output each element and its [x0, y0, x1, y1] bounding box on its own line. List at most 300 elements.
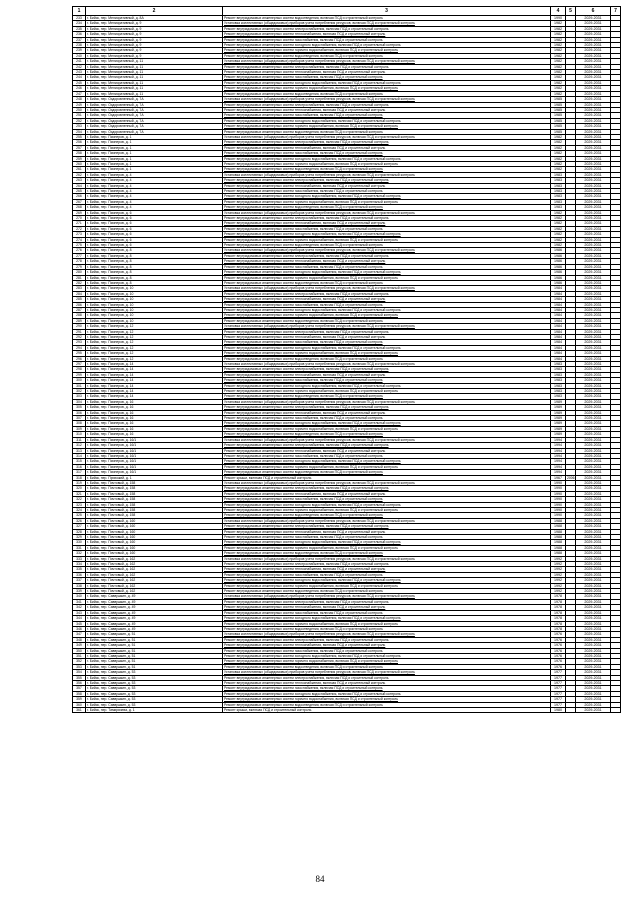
work-type-cell: Установка коллективных (общедомовых) приборов учета потребления ресурсов, включая ПСД и строительный контроль [223, 362, 551, 367]
year-built-cell: 1982 [551, 26, 566, 31]
address-cell: г. Бийск, пер. Почтовый, д. 162 [86, 567, 223, 572]
address-cell: г. Бийск, пер. Пионеров, д. 1 [86, 167, 223, 172]
row-number: 343 [73, 610, 86, 615]
address-cell: г. Бийск, пер. Пионеров, д. 1 [86, 161, 223, 166]
year-built-cell: 1994 [551, 437, 566, 442]
planned-period-cell: 2029-2031 [576, 26, 611, 31]
year-built-cell: 1978 [551, 594, 566, 599]
row-number: 321 [73, 491, 86, 496]
row-number: 262 [73, 172, 86, 177]
year-built-cell: 1983 [551, 362, 566, 367]
address-cell: г. Бийск, пер. Саввушкин, д. 51 [86, 664, 223, 669]
work-type-cell: Ремонт внутридомовых инженерных систем водоотведения, включая ПСД и строительный контроль [223, 551, 551, 556]
planned-period-cell: 2029-2031 [576, 578, 611, 583]
planned-period-cell: 2029-2031 [576, 97, 611, 102]
row-number: 305 [73, 405, 86, 410]
address-cell: г. Бийск, пер. Пионеров, д. 6 [86, 210, 223, 215]
row-number: 313 [73, 448, 86, 453]
year-built-cell: 1982 [551, 221, 566, 226]
work-type-cell: Ремонт внутридомовых инженерных систем холодного водоснабжения, включая ПСД и строительный контроль [223, 307, 551, 312]
address-cell: г. Бийск, пер. Пионеров, д. 16 [86, 432, 223, 437]
planned-period-cell: 2029-2031 [576, 524, 611, 529]
work-type-cell: Ремонт внутридомовых инженерных систем водоотведения, включая ПСД и строительный контроль [223, 53, 551, 58]
row-number: 345 [73, 621, 86, 626]
extra-cell [611, 708, 621, 713]
address-cell: г. Бийск, пер. Пионеров, д. 12 [86, 340, 223, 345]
row-number: 336 [73, 572, 86, 577]
planned-period-cell: 2029-2031 [576, 470, 611, 475]
address-cell: г. Бийск, пер. Пионеров, д. 14 [86, 362, 223, 367]
planned-period-cell: 2029-2031 [576, 118, 611, 123]
address-cell: г. Бийск, пер. Почтовый, д. 158 [86, 507, 223, 512]
address-cell: г. Бийск, пер. Почтовый, д. 158 [86, 502, 223, 507]
work-type-cell: Ремонт внутридомовых инженерных систем холодного водоснабжения, включая ПСД и строительный контроль [223, 270, 551, 275]
year-built-cell: 1989 [551, 421, 566, 426]
planned-period-cell: 2029-2031 [576, 216, 611, 221]
planned-period-cell: 2029-2031 [576, 324, 611, 329]
row-number: 285 [73, 297, 86, 302]
year-built-cell: 1984 [551, 313, 566, 318]
year-built-cell: 1985 [551, 113, 566, 118]
address-cell: г. Бийск, пер. Пионеров, д. 16/1 [86, 459, 223, 464]
row-number: 237 [73, 37, 86, 42]
address-cell: г. Бийск, пер. Мелиоративный, д. 11 [86, 70, 223, 75]
planned-period-cell: 2029-2031 [576, 329, 611, 334]
row-number: 266 [73, 194, 86, 199]
planned-period-cell: 2029-2031 [576, 32, 611, 37]
year-built-cell: 1989 [551, 416, 566, 421]
year-built-cell: 1994 [551, 443, 566, 448]
work-type-cell: Ремонт внутридомовых инженерных систем горячего водоснабжения, включая ПСД и строительный контроль [223, 48, 551, 53]
address-cell: г. Бийск, пер. Почтовый, д. 160 [86, 518, 223, 523]
row-number: 341 [73, 599, 86, 604]
year-built-cell: 1977 [551, 670, 566, 675]
planned-period-cell: 2029-2031 [576, 443, 611, 448]
planned-period-cell: 2029-2031 [576, 129, 611, 134]
work-type-cell: Ремонт внутридомовых инженерных систем горячего водоснабжения, включая ПСД и строительный контроль [223, 161, 551, 166]
planned-period-cell: 2029-2031 [576, 616, 611, 621]
year-built-cell: 1992 [551, 578, 566, 583]
year-built-cell: 1992 [551, 556, 566, 561]
planned-period-cell: 2029-2031 [576, 134, 611, 139]
work-type-cell: Установка коллективных (общедомовых) приборов учета потребления ресурсов, включая ПСД и строительный контроль [223, 437, 551, 442]
row-number: 347 [73, 632, 86, 637]
address-cell: г. Бийск, пер. Пионеров, д. 16 [86, 416, 223, 421]
work-type-cell: Ремонт внутридомовых инженерных систем газоснабжения, включая ПСД и строительный контроль [223, 75, 551, 80]
planned-period-cell: 2029-2031 [576, 708, 611, 713]
year-built-cell: 1978 [551, 599, 566, 604]
year-built-cell: 1990 [551, 513, 566, 518]
year-built-cell: 1982 [551, 140, 566, 145]
work-type-cell: Ремонт внутридомовых инженерных систем водоотведения, включая ПСД и строительный контроль [223, 664, 551, 669]
year-built-cell: 1988 [551, 540, 566, 545]
row-number: 291 [73, 329, 86, 334]
row-number: 292 [73, 334, 86, 339]
address-cell: г. Бийск, пер. Почтовый, д. 162 [86, 562, 223, 567]
address-cell: г. Бийск, пер. Саввушкин, д. 53 [86, 691, 223, 696]
address-cell: г. Бийск, пер. Саввушкин, д. 49 [86, 626, 223, 631]
work-type-cell: Ремонт внутридомовых инженерных систем газоснабжения, включая ПСД и строительный контроль [223, 610, 551, 615]
year-built-cell: 1983 [551, 178, 566, 183]
work-type-cell: Установка коллективных (общедомовых) приборов учета потребления ресурсов, включая ПСД и строительный контроль [223, 210, 551, 215]
address-cell: г. Бийск, пер. Саввушкин, д. 49 [86, 610, 223, 615]
row-number: 246 [73, 86, 86, 91]
address-cell: г. Бийск, пер. Пионеров, д. 1 [86, 145, 223, 150]
planned-period-cell: 2029-2031 [576, 167, 611, 172]
table-row [73, 708, 621, 713]
work-type-cell: Ремонт внутридомовых инженерных систем газоснабжения, включая ПСД и строительный контроль [223, 302, 551, 307]
row-number: 256 [73, 140, 86, 145]
work-type-cell: Ремонт внутридомовых инженерных систем горячего водоснабжения, включая ПСД и строительный контроль [223, 86, 551, 91]
year-built-cell: 1982 [551, 237, 566, 242]
year-built-cell: 1982 [551, 216, 566, 221]
work-type-cell: Ремонт крыши, включая ПСД и строительный контроль [223, 475, 551, 480]
year-built-cell: 1984 [551, 334, 566, 339]
work-type-cell: Ремонт внутридомовых инженерных систем водоотведения, включая ПСД и строительный контроль [223, 626, 551, 631]
planned-period-cell: 2029-2031 [576, 334, 611, 339]
planned-period-cell: 2029-2031 [576, 259, 611, 264]
planned-period-cell: 2029-2031 [576, 572, 611, 577]
work-type-cell: Ремонт внутридомовых инженерных систем холодного водоснабжения, включая ПСД и строительный контроль [223, 383, 551, 388]
address-cell: г. Бийск, пер. Пионеров, д. 4 [86, 183, 223, 188]
address-cell: г. Бийск, пер. Почтовый, д. 162 [86, 578, 223, 583]
year-built-cell: 1982 [551, 226, 566, 231]
year-built-cell: 1984 [551, 307, 566, 312]
work-type-cell: Ремонт внутридомовых инженерных систем газоснабжения, включая ПСД и строительный контроль [223, 113, 551, 118]
work-type-cell: Установка коллективных (общедомовых) приборов учета потребления ресурсов, включая ПСД и строительный контроль [223, 518, 551, 523]
address-cell: г. Бийск, пер. Саввушкин, д. 51 [86, 653, 223, 658]
row-number: 359 [73, 697, 86, 702]
planned-period-cell: 2029-2031 [576, 686, 611, 691]
address-cell: г. Бийск, пер. Почтовый, д. 158 [86, 497, 223, 502]
row-number: 299 [73, 372, 86, 377]
year-built-cell: 1984 [551, 329, 566, 334]
planned-period-cell: 2029-2031 [576, 367, 611, 372]
work-type-cell: Установка коллективных (общедомовых) приборов учета потребления ресурсов, включая ПСД и строительный контроль [223, 399, 551, 404]
year-built-cell: 1978 [551, 605, 566, 610]
work-type-cell: Ремонт внутридомовых инженерных систем газоснабжения, включая ПСД и строительный контроль [223, 648, 551, 653]
row-number: 320 [73, 486, 86, 491]
planned-period-cell: 2029-2031 [576, 91, 611, 96]
address-cell: г. Бийск, пер. Оздоровленный, д. 7А [86, 124, 223, 129]
work-type-cell: Ремонт внутридомовых инженерных систем теплоснабжения, включая ПСД и строительный контроль [223, 491, 551, 496]
year-built-cell: 1982 [551, 145, 566, 150]
year-built-cell: 1977 [551, 691, 566, 696]
row-number: 277 [73, 253, 86, 258]
year-built-cell: 1982 [551, 59, 566, 64]
address-cell: г. Бийск, пер. Саввушкин, д. 51 [86, 648, 223, 653]
row-number: 328 [73, 529, 86, 534]
planned-period-cell: 2029-2031 [576, 183, 611, 188]
year-built-cell: 1983 [551, 367, 566, 372]
planned-period-cell: 2029-2031 [576, 605, 611, 610]
planned-period-cell: 2029-2031 [576, 551, 611, 556]
planned-period-cell: 2029-2031 [576, 680, 611, 685]
row-number: 344 [73, 616, 86, 621]
column-numbers-row [73, 7, 621, 16]
row-number: 310 [73, 432, 86, 437]
year-built-cell: 1988 [551, 518, 566, 523]
row-number: 350 [73, 648, 86, 653]
row-number: 269 [73, 210, 86, 215]
header-col-2: 2 [86, 7, 223, 16]
row-number: 298 [73, 367, 86, 372]
row-number: 264 [73, 183, 86, 188]
year-built-cell: 1986 [551, 275, 566, 280]
address-cell: г. Бийск, пер. Пионеров, д. 14 [86, 389, 223, 394]
work-type-cell: Ремонт внутридомовых инженерных систем электроснабжения, включая ПСД и строительный контроль [223, 562, 551, 567]
year-built-cell: 1976 [551, 659, 566, 664]
year-built-cell: 1992 [551, 567, 566, 572]
planned-period-cell: 2029-2031 [576, 53, 611, 58]
planned-period-cell: 2029-2031 [576, 594, 611, 599]
year-built-cell: 1976 [551, 664, 566, 669]
work-type-cell: Ремонт внутридомовых инженерных систем холодного водоснабжения, включая ПСД и строительный контроль [223, 156, 551, 161]
year-built-cell: 1982 [551, 232, 566, 237]
row-number: 263 [73, 178, 86, 183]
work-type-cell: Ремонт внутридомовых инженерных систем горячего водоснабжения, включая ПСД и строительный контроль [223, 697, 551, 702]
row-number: 355 [73, 675, 86, 680]
year-built-cell: 1983 [551, 194, 566, 199]
planned-period-cell: 2029-2031 [576, 270, 611, 275]
work-type-cell: Ремонт внутридомовых инженерных систем газоснабжения, включая ПСД и строительный контроль [223, 189, 551, 194]
work-type-cell: Ремонт внутридомовых инженерных систем теплоснабжения, включая ПСД и строительный контроль [223, 567, 551, 572]
work-type-cell: Ремонт внутридомовых инженерных систем водоотведения, включая ПСД и строительный контроль [223, 205, 551, 210]
planned-period-cell: 2029-2031 [576, 491, 611, 496]
address-cell: г. Бийск, пер. Пионеров, д. 12 [86, 334, 223, 339]
address-cell: г. Бийск, пер. Саввушкин, д. 53 [86, 680, 223, 685]
row-number: 250 [73, 107, 86, 112]
row-number: 331 [73, 545, 86, 550]
work-type-cell: Ремонт внутридомовых инженерных систем горячего водоснабжения, включая ПСД и строительный контроль [223, 313, 551, 318]
address-cell: г. Бийск, пер. Саввушкин, д. 53 [86, 702, 223, 707]
address-cell: г. Бийск, пер. Почтовый, д. 162 [86, 589, 223, 594]
address-cell: г. Бийск, пер. Пионеров, д. 1 [86, 156, 223, 161]
work-type-cell: Ремонт внутридомовых инженерных систем горячего водоснабжения, включая ПСД и строительный контроль [223, 351, 551, 356]
year-built-cell: 1984 [551, 318, 566, 323]
planned-period-cell: 2029-2031 [576, 307, 611, 312]
year-built-cell: 1984 [551, 286, 566, 291]
work-type-cell: Ремонт внутридомовых инженерных систем теплоснабжения, включая ПСД и строительный контроль [223, 448, 551, 453]
work-type-cell: Установка коллективных (общедомовых) приборов учета потребления ресурсов, включая ПСД и строительный контроль [223, 134, 551, 139]
row-number: 357 [73, 686, 86, 691]
address-cell: г. Бийск, пер. Пионеров, д. 6 [86, 221, 223, 226]
address-cell: г. Бийск, пер. Пионеров, д. 12 [86, 329, 223, 334]
row-number: 296 [73, 356, 86, 361]
row-number: 360 [73, 702, 86, 707]
row-number: 259 [73, 156, 86, 161]
work-type-cell: Ремонт внутридомовых инженерных систем горячего водоснабжения, включая ПСД и строительный контроль [223, 389, 551, 394]
row-number: 293 [73, 340, 86, 345]
work-type-cell: Ремонт внутридомовых инженерных систем электроснабжения, включая ПСД и строительный контроль [223, 486, 551, 491]
address-cell: г. Бийск, пер. Почтовый, д. 162 [86, 583, 223, 588]
planned-period-cell: 2029-2031 [576, 178, 611, 183]
address-cell: г. Бийск, пер. Почтовый, д. 158 [86, 480, 223, 485]
planned-period-cell: 2029-2031 [576, 318, 611, 323]
planned-period-cell: 2029-2031 [576, 637, 611, 642]
row-number: 354 [73, 670, 86, 675]
planned-period-cell: 2029-2031 [576, 189, 611, 194]
row-number: 284 [73, 291, 86, 296]
planned-period-cell: 2029-2031 [576, 253, 611, 258]
row-number: 348 [73, 637, 86, 642]
year-built-cell: 1982 [551, 48, 566, 53]
address-cell: г. Бийск, пер. Мелиоративный, д. 9 [86, 21, 223, 26]
year-built-cell: 1985 [551, 118, 566, 123]
planned-period-cell: 2029-2031 [576, 540, 611, 545]
work-type-cell: Ремонт внутридомовых инженерных систем теплоснабжения, включая ПСД и строительный контроль [223, 680, 551, 685]
address-cell: г. Бийск, пер. Пионеров, д. 4 [86, 178, 223, 183]
year-built-cell: 1982 [551, 70, 566, 75]
work-type-cell: Ремонт внутридомовых инженерных систем электроснабжения, включая ПСД и строительный контроль [223, 216, 551, 221]
work-type-cell: Ремонт внутридомовых инженерных систем водоотведения, включая ПСД и строительный контроль [223, 470, 551, 475]
work-type-cell: Ремонт внутридомовых инженерных систем электроснабжения, включая ПСД и строительный контроль [223, 637, 551, 642]
year-built-cell: 1984 [551, 297, 566, 302]
works-register-table [72, 6, 621, 713]
address-cell: г. Бийск, пер. Пионеров, д. 16/1 [86, 464, 223, 469]
row-number: 314 [73, 453, 86, 458]
year-built-cell: 1994 [551, 448, 566, 453]
row-number: 326 [73, 518, 86, 523]
row-number: 335 [73, 567, 86, 572]
row-number: 339 [73, 589, 86, 594]
address-cell: г. Бийск, пер. Почтовый, д. 160 [86, 535, 223, 540]
row-number: 239 [73, 48, 86, 53]
row-number: 346 [73, 626, 86, 631]
row-number: 279 [73, 264, 86, 269]
planned-period-cell: 2029-2031 [576, 626, 611, 631]
address-cell: г. Бийск, пер. Саввушкин, д. 49 [86, 605, 223, 610]
work-type-cell: Установка коллективных (общедомовых) приборов учета потребления ресурсов, включая ПСД и строительный контроль [223, 480, 551, 485]
planned-period-cell: 2029-2031 [576, 453, 611, 458]
year-built-cell: 1982 [551, 43, 566, 48]
planned-period-cell: 2029-2031 [576, 205, 611, 210]
work-type-cell: Ремонт внутридомовых инженерных систем холодного водоснабжения, включая ПСД и строительный контроль [223, 502, 551, 507]
year-built-cell: 1989 [551, 432, 566, 437]
year-built-cell: 1985 [551, 97, 566, 102]
year-built-cell: 1994 [551, 459, 566, 464]
year-built-cell: 1982 [551, 64, 566, 69]
year-built-cell: 1977 [551, 702, 566, 707]
year-built-cell: 1988 [551, 524, 566, 529]
year-built-cell: 1989 [551, 399, 566, 404]
address-cell: г. Бийск, пер. Пионеров, д. 16/1 [86, 443, 223, 448]
row-number: 274 [73, 237, 86, 242]
planned-period-cell: 2029-2031 [576, 356, 611, 361]
work-type-cell: Ремонт внутридомовых инженерных систем холодного водоснабжения, включая ПСД и строительный контроль [223, 421, 551, 426]
year-built-cell: 1985 [551, 102, 566, 107]
year-built-cell: 1990 [551, 507, 566, 512]
row-number: 308 [73, 421, 86, 426]
address-cell: г. Бийск, пер. Пионеров, д. 6 [86, 226, 223, 231]
row-number: 338 [73, 583, 86, 588]
work-type-cell: Ремонт внутридомовых инженерных систем теплоснабжения, включая ПСД и строительный контроль [223, 183, 551, 188]
address-cell: г. Бийск, пер. Пионеров, д. 16/1 [86, 453, 223, 458]
address-cell: г. Бийск, пер. Оздоровленный, д. 7А [86, 113, 223, 118]
row-number: 257 [73, 145, 86, 150]
row-number: 248 [73, 97, 86, 102]
work-type-cell: Ремонт внутридомовых инженерных систем теплоснабжения, включая ПСД и строительный контроль [223, 145, 551, 150]
address-cell: г. Бийск, пер. Пионеров, д. 8 [86, 253, 223, 258]
year-built-cell: 1988 [551, 545, 566, 550]
year-built-cell: 1982 [551, 86, 566, 91]
address-cell: г. Бийск, пер. Мелиоративный, д. 9 [86, 48, 223, 53]
year-built-cell: 1976 [551, 632, 566, 637]
work-type-cell: Ремонт внутридомовых инженерных систем холодного водоснабжения, включая ПСД и строительный контроль [223, 43, 551, 48]
address-cell: г. Бийск, пер. Мелиоративный, д. 11 [86, 91, 223, 96]
year-built-cell: 1983 [551, 199, 566, 204]
year-built-cell: 1977 [551, 675, 566, 680]
address-cell: г. Бийск, пер. Пионеров, д. 10 [86, 307, 223, 312]
address-cell: г. Бийск, пер. Пионеров, д. 4 [86, 172, 223, 177]
year-built-cell: 1984 [551, 291, 566, 296]
work-type-cell: Ремонт внутридомовых инженерных систем электроснабжения, включая ПСД и строительный контроль [223, 599, 551, 604]
address-cell: г. Бийск, пер. Пионеров, д. 10 [86, 302, 223, 307]
address-cell: г. Бийск, пер. Почтовый, д. 160 [86, 540, 223, 545]
planned-period-cell: 2029-2031 [576, 529, 611, 534]
planned-period-cell: 2029-2031 [576, 140, 611, 145]
address-cell: г. Бийск, пер. Мелиоративный, д. 11 [86, 59, 223, 64]
planned-period-cell: 2029-2031 [576, 643, 611, 648]
planned-period-cell: 2029-2031 [576, 113, 611, 118]
row-number: 358 [73, 691, 86, 696]
planned-period-cell: 2029-2031 [576, 648, 611, 653]
planned-period-cell: 2029-2031 [576, 21, 611, 26]
year-built-cell: 1989 [551, 405, 566, 410]
row-number: 317 [73, 470, 86, 475]
last-repair-cell [566, 708, 576, 713]
address-cell: г. Бийск, пер. Пионеров, д. 8 [86, 248, 223, 253]
work-type-cell: Установка коллективных (общедомовых) приборов учета потребления ресурсов, включая ПСД и строительный контроль [223, 670, 551, 675]
year-built-cell: 1986 [551, 259, 566, 264]
row-number: 271 [73, 221, 86, 226]
year-built-cell: 1978 [551, 610, 566, 615]
row-number: 318 [73, 475, 86, 480]
planned-period-cell: 2029-2031 [576, 248, 611, 253]
year-built-cell: 1992 [551, 589, 566, 594]
address-cell: г. Бийск, пер. Пионеров, д. 6 [86, 243, 223, 248]
work-type-cell: Ремонт внутридомовых инженерных систем водоотведения, включая ПСД и строительный контроль [223, 589, 551, 594]
year-built-cell: 1986 [551, 270, 566, 275]
work-type-cell: Установка коллективных (общедомовых) приборов учета потребления ресурсов, включая ПСД и строительный контроль [223, 286, 551, 291]
row-number: 249 [73, 102, 86, 107]
row-number: 290 [73, 324, 86, 329]
address-cell: г. Бийск, пер. Пионеров, д. 10 [86, 286, 223, 291]
row-number: 240 [73, 53, 86, 58]
work-type-cell: Ремонт внутридомовых инженерных систем холодного водоснабжения, включая ПСД и строительный контроль [223, 194, 551, 199]
row-number: 316 [73, 464, 86, 469]
work-type-cell: Установка коллективных (общедомовых) приборов учета потребления ресурсов, включая ПСД и строительный контроль [223, 594, 551, 599]
row-number: 342 [73, 605, 86, 610]
row-number: 294 [73, 345, 86, 350]
work-type-cell: Ремонт внутридомовых инженерных систем газоснабжения, включая ПСД и строительный контроль [223, 686, 551, 691]
work-type-cell: Ремонт внутридомовых инженерных систем электроснабжения, включая ПСД и строительный контроль [223, 64, 551, 69]
row-number: 332 [73, 551, 86, 556]
address-cell: г. Бийск, пер. Мелиоративный, д. 11 [86, 64, 223, 69]
work-type-cell: Ремонт внутридомовых инженерных систем теплоснабжения, включая ПСД и строительный контроль [223, 259, 551, 264]
planned-period-cell: 2029-2031 [576, 567, 611, 572]
address-cell: г. Бийск, пер. Саввушкин, д. 51 [86, 637, 223, 642]
planned-period-cell: 2029-2031 [576, 562, 611, 567]
row-number: 361 [73, 708, 86, 713]
row-number: 306 [73, 410, 86, 415]
row-number: 289 [73, 318, 86, 323]
planned-period-cell: 2029-2031 [576, 102, 611, 107]
row-number: 302 [73, 389, 86, 394]
address-cell: г. Бийск, пер. Почтовый, д. 162 [86, 572, 223, 577]
work-type-cell: Ремонт внутридомовых инженерных систем электроснабжения, включая ПСД и строительный контроль [223, 524, 551, 529]
year-built-cell: 1985 [551, 107, 566, 112]
